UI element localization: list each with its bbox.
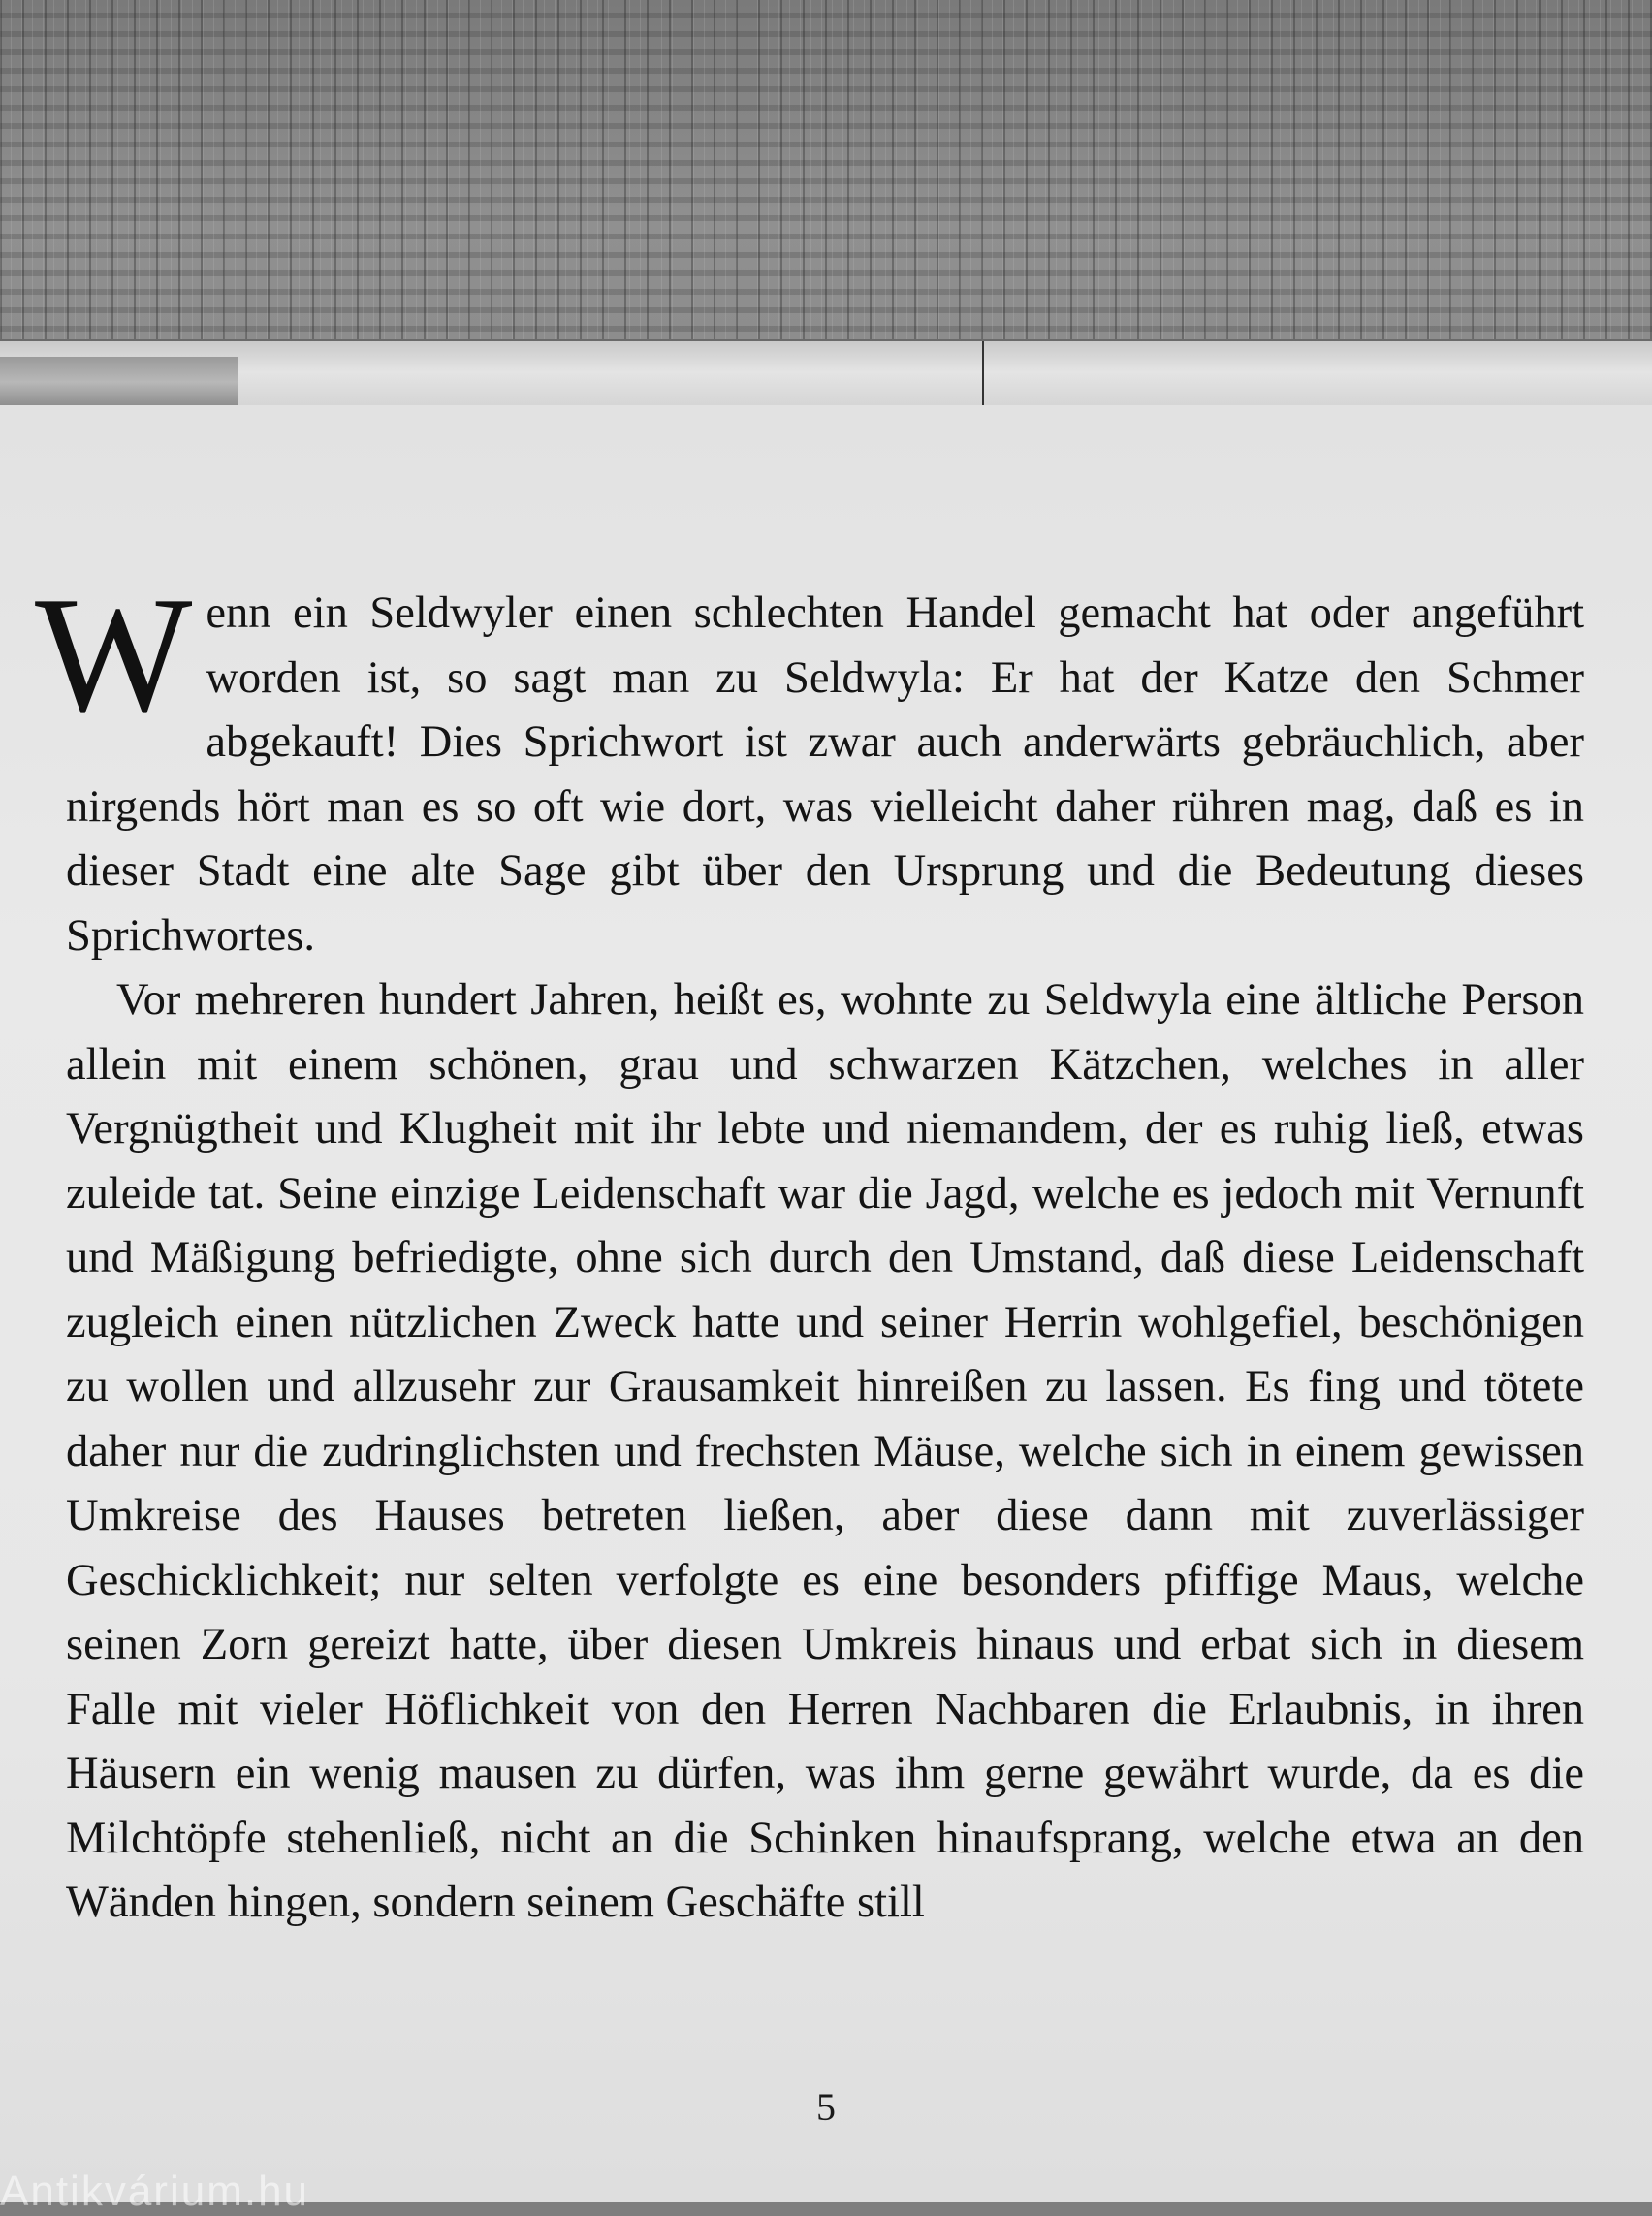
printed-page: [0, 405, 1652, 2202]
book-cover-edge: [0, 357, 238, 410]
paragraph-2: Vor mehreren hundert Jahren, heißt es, wohnte zu Seldwyla eine ältliche Person allein mit einem schönen, grau und schwarzen Kätzchen, welches in aller Vergnügtheit und Klugheit mit ihr lebte und niemandem, der es ruhig ließ, etwas zuleide tat. Seine einzige Leidenschaft war die Jagd, welche es jedoch mit Vernunft und Mäßigung befriedigte, ohne sich durch den Umstand, daß diese Leidenschaft zugleich einen nützlichen Zweck hatte und seiner Herrin wohlgefiel, beschönigen zu wollen und allzusehr zur Grausamkeit hinreißen zu lassen. Es fing und tötete daher nur die zudringlichsten und frechsten Mäuse, welche sich in einem gewissen Umkreise des Hauses betreten ließen, aber diese dann mit zuverlässiger Geschicklichkeit; nur selten verfolgte es eine besonders pfiffige Maus, welche seinen Zorn gereizt hatte, über diesen Umkreis hinaus und erbat sich in diesem Falle mit vieler Höflichkeit von den Herren Nachbaren die Erlaubnis, in ihren Häusern ein wenig mausen zu dürfen, was ihm gerne gewährt wurde, da es die Milchtöpfe stehenließ, nicht an die Schinken hinaufsprang, welche etwa an den Wänden hingen, sondern seinem Geschäfte still: [66, 975, 1584, 1927]
page-number: 5: [816, 2085, 836, 2129]
body-text: [35, 563, 1584, 1936]
paragraph-1-text: enn ein Seldwyler einen schlechten Handel gemacht hat oder angeführt worden ist, so sagt man zu Seldwyla: Er hat der Katze den Schmer abgekauft! Dies Sprichwort ist zwar auch anderwärts gebräuchlich, aber nirgends hört man es so oft wie dort, was vielleicht daher rühren mag, daß es in dieser Stadt eine alte Sage gibt über den Ursprung und die Bedeutung dieses Sprichwortes.: [66, 588, 1584, 961]
textured-backdrop: [0, 0, 1652, 368]
book-page-edge: [0, 339, 1652, 409]
watermark: Antikvárium.hu: [0, 2168, 310, 2215]
drop-cap: W: [35, 563, 193, 747]
page-edge-mark: [982, 341, 984, 405]
paragraph-1: [35, 563, 1584, 968]
